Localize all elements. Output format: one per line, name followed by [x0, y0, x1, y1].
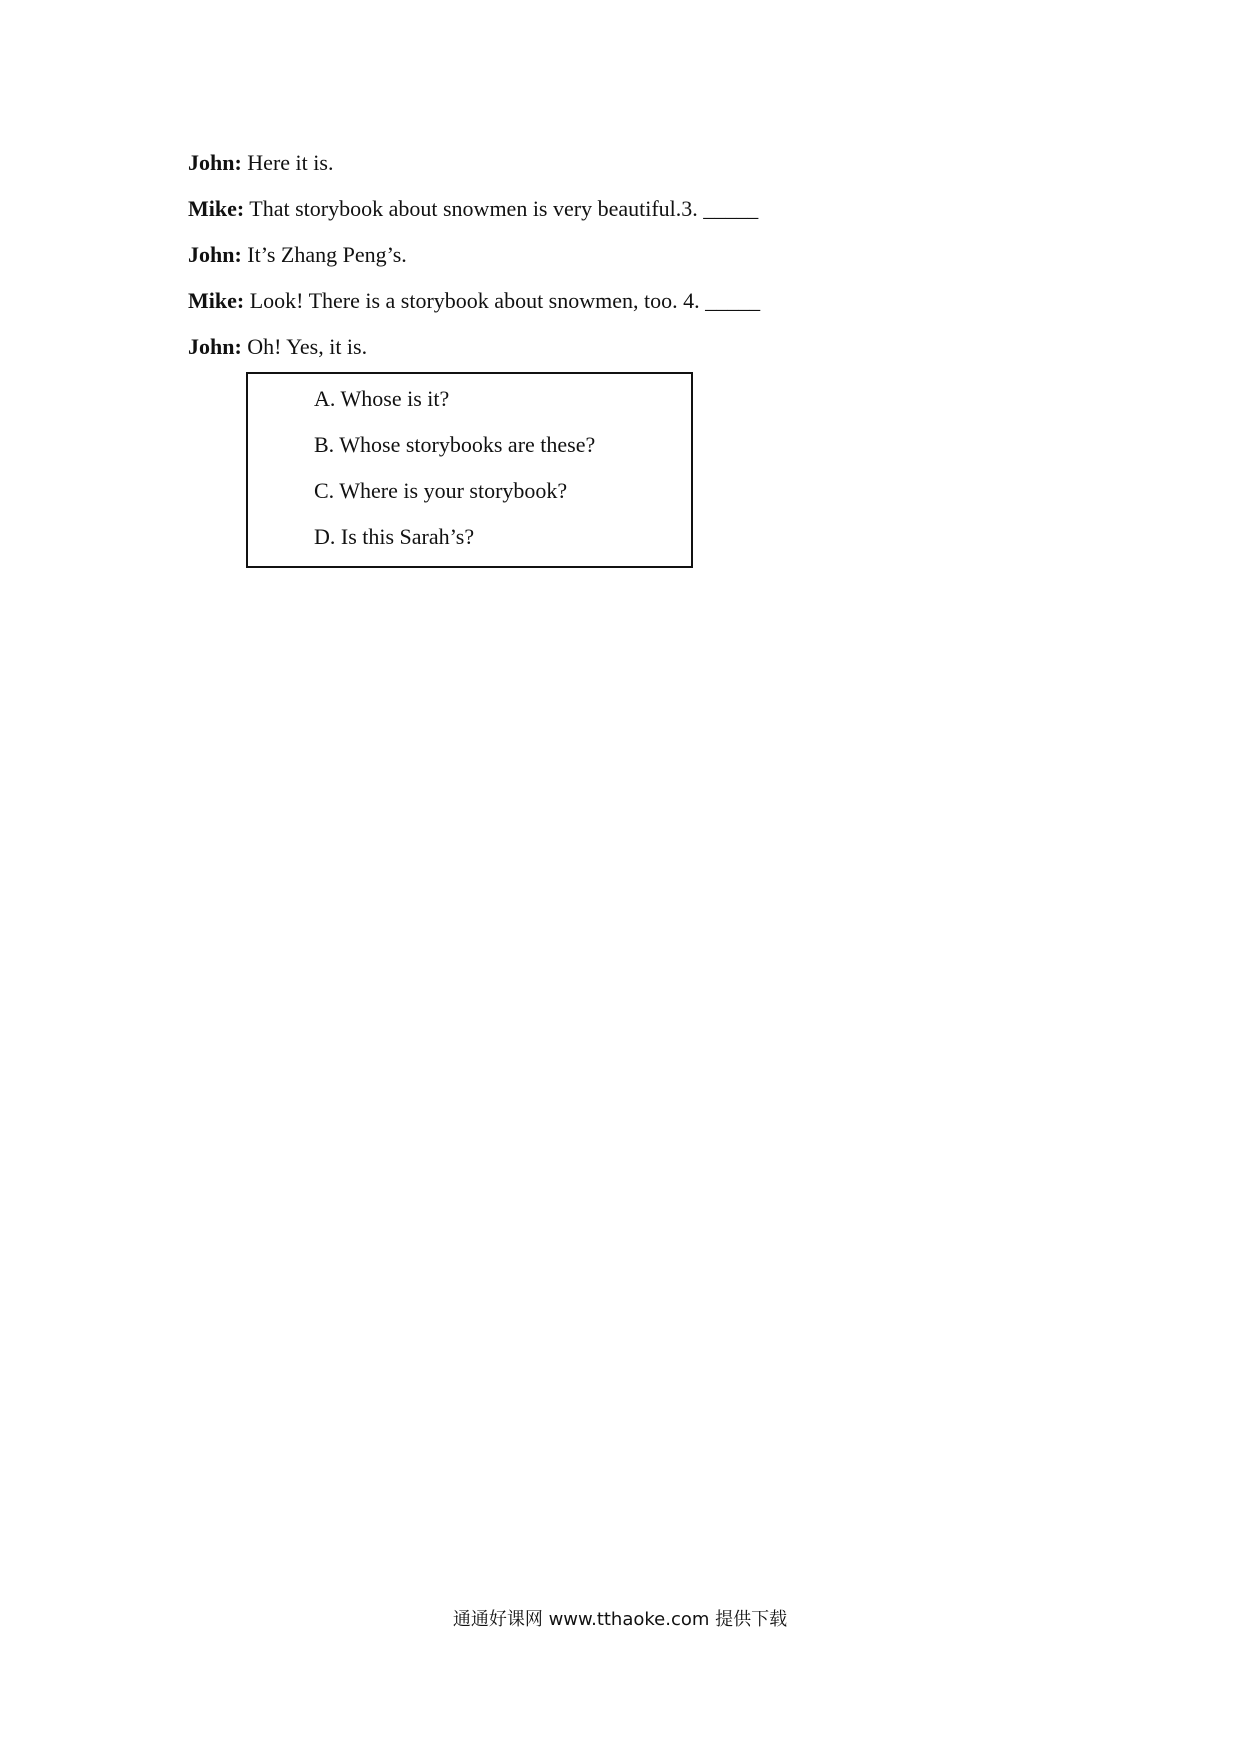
answer-options-list — [314, 384, 595, 568]
dialogue-text: Look! There is a storybook about snowmen, too. 4. _____ — [244, 288, 761, 313]
answer-option: C. Where is your storybook? — [314, 478, 568, 503]
speaker-name: John: — [188, 334, 242, 359]
page-footer: 通通好课网 www.tthaoke.com 提供下载 — [452, 1609, 788, 1630]
answer-option: A. Whose is it? — [314, 386, 450, 411]
dialogue-line — [188, 240, 1088, 286]
dialogue-text: Here it is. — [241, 150, 334, 175]
dialogue — [188, 148, 1088, 378]
dialogue-line — [188, 194, 1088, 240]
answer-option: B. Whose storybooks are these? — [314, 432, 596, 457]
speaker-name: John: — [188, 242, 242, 267]
dialogue-text: That storybook about snowmen is very beautiful.3. _____ — [244, 196, 759, 221]
dialogue-line — [188, 286, 1088, 332]
answer-options-box — [246, 372, 693, 568]
dialogue-text: It’s Zhang Peng’s. — [241, 242, 407, 267]
dialogue-line — [188, 148, 1088, 194]
answer-option: D. Is this Sarah’s? — [314, 524, 475, 549]
speaker-name: Mike: — [188, 196, 245, 221]
speaker-name: John: — [188, 150, 242, 175]
speaker-name: Mike: — [188, 288, 245, 313]
dialogue-text: Oh! Yes, it is. — [241, 334, 368, 359]
